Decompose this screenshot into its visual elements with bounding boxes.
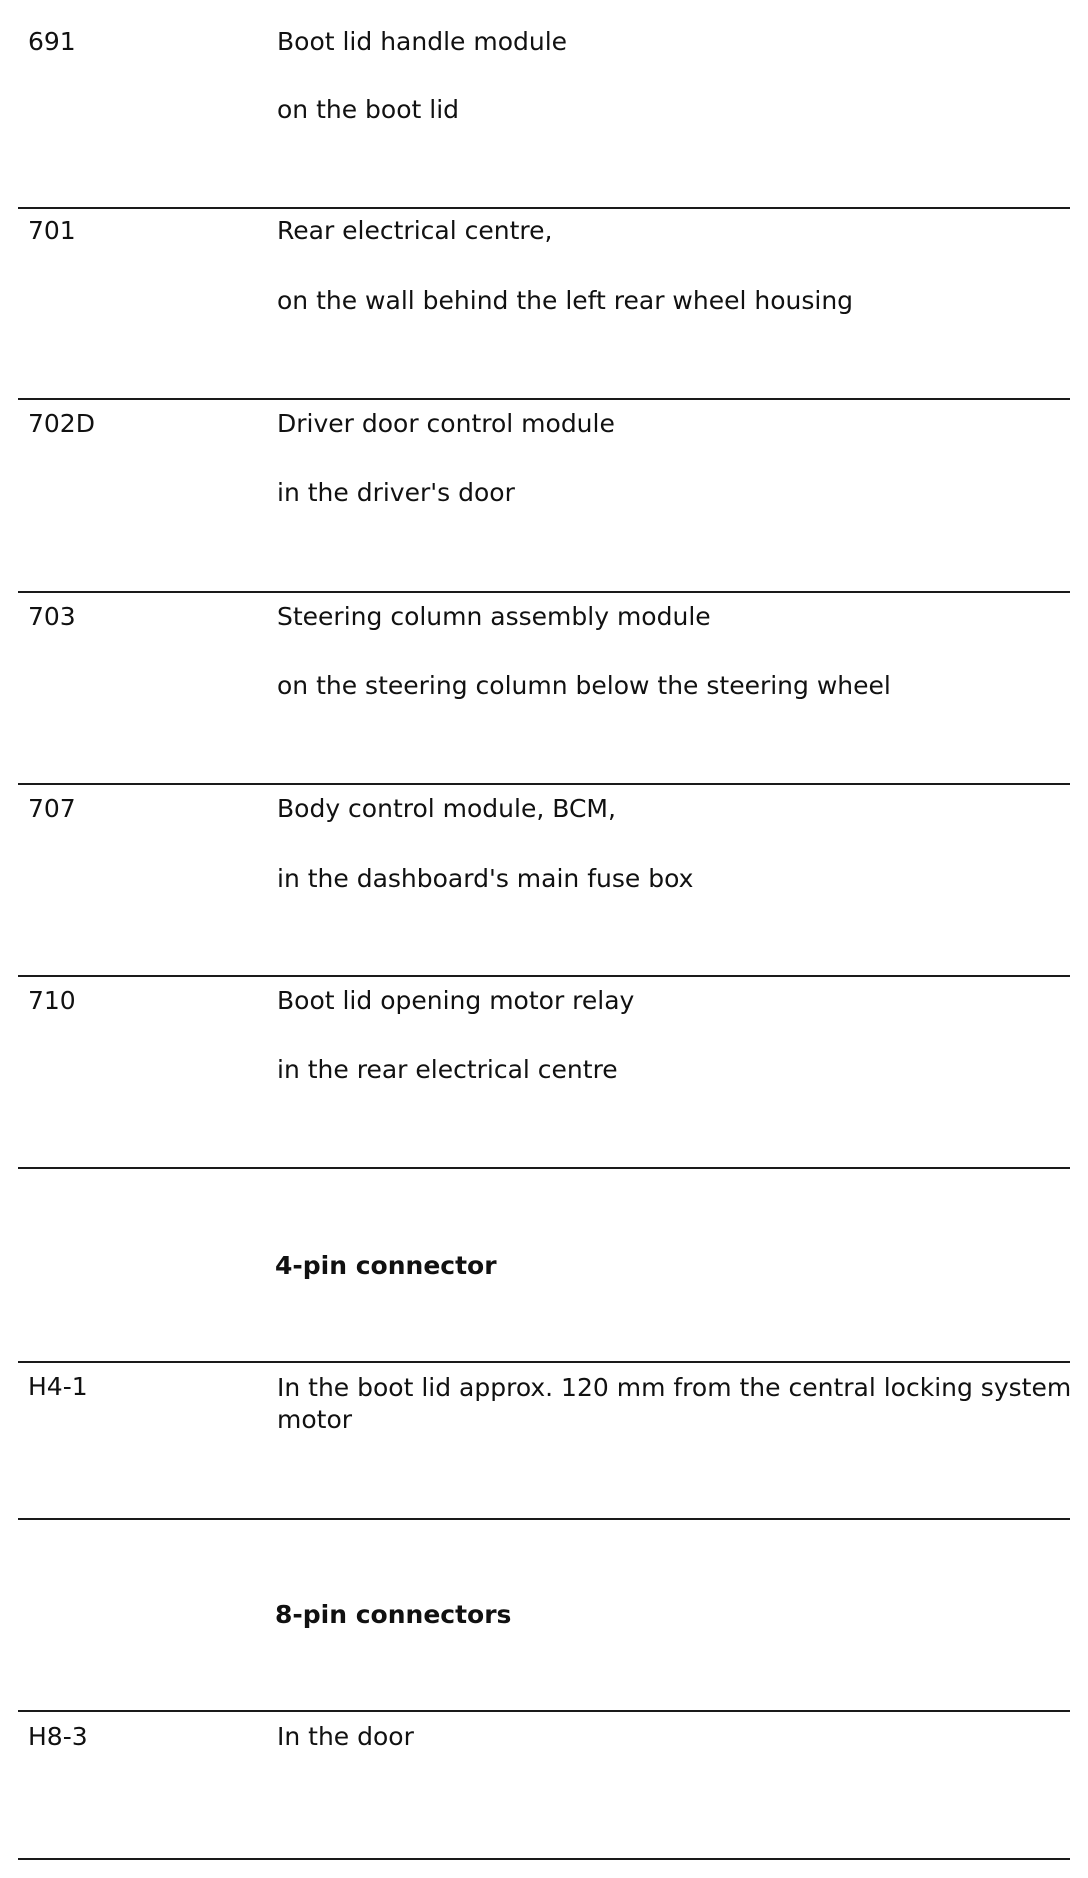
row-divider	[18, 783, 1070, 785]
section-heading-8pin: 8-pin connectors	[275, 1600, 512, 1629]
connector-code: H4-1	[28, 1372, 88, 1401]
component-code: 707	[28, 794, 76, 823]
component-code: 703	[28, 602, 76, 631]
row-divider	[18, 1858, 1070, 1860]
row-divider	[18, 398, 1070, 400]
component-code: 702D	[28, 409, 95, 438]
row-divider	[18, 1710, 1070, 1712]
row-divider	[18, 975, 1070, 977]
component-location: in the driver's door	[277, 478, 515, 507]
component-code: 710	[28, 986, 76, 1015]
component-name: Rear electrical centre,	[277, 216, 553, 245]
row-divider	[18, 1361, 1070, 1363]
component-location: on the wall behind the left rear wheel housing	[277, 286, 854, 315]
component-code: 701	[28, 216, 76, 245]
connector-location: In the boot lid approx. 120 mm from the central locking system motor	[277, 1373, 1072, 1434]
component-location: in the rear electrical centre	[277, 1055, 618, 1084]
row-divider	[18, 591, 1070, 593]
component-name: Steering column assembly module	[277, 602, 711, 631]
component-location: in the dashboard's main fuse box	[277, 864, 694, 893]
component-location: on the steering column below the steering wheel	[277, 671, 891, 700]
row-divider	[18, 1518, 1070, 1520]
component-name: Boot lid opening motor relay	[277, 986, 635, 1015]
section-heading-4pin: 4-pin connector	[275, 1251, 497, 1280]
component-name: Boot lid handle module	[277, 27, 568, 56]
component-location: on the boot lid	[277, 95, 460, 124]
row-divider	[18, 1167, 1070, 1169]
component-code: 691	[28, 27, 76, 56]
connector-code: H8-3	[28, 1722, 88, 1751]
row-divider	[18, 207, 1070, 209]
connector-location: In the door	[277, 1722, 414, 1751]
component-name: Body control module, BCM,	[277, 794, 616, 823]
component-name: Driver door control module	[277, 409, 615, 438]
